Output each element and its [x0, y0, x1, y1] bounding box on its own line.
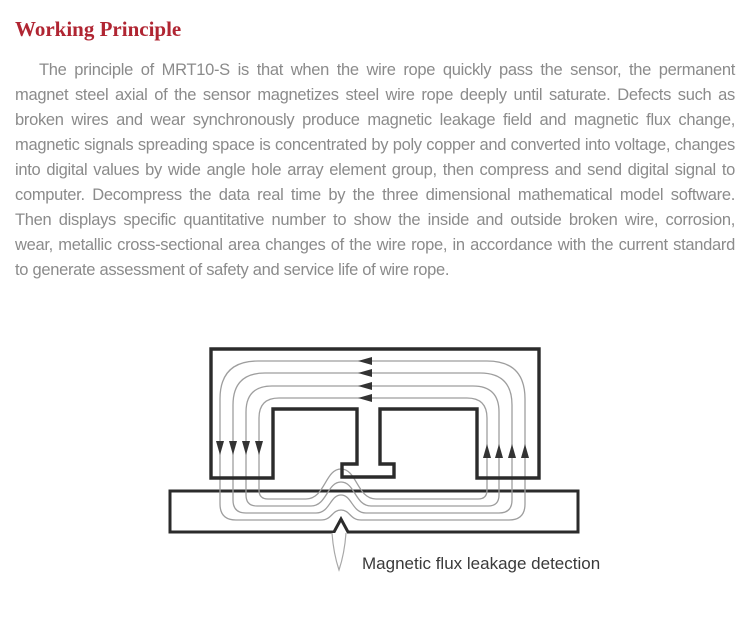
flux-arrow-down-icon — [242, 441, 250, 455]
flux-arrow-up-icon — [483, 444, 491, 458]
flux-loop — [259, 398, 487, 499]
flux-arrow-up-icon — [521, 444, 529, 458]
flux-arrow-down-icon — [255, 441, 263, 455]
flux-arrow-down-icon — [229, 441, 237, 455]
flux-arrow-up-icon — [508, 444, 516, 458]
flux-arrow-left-icon — [358, 382, 372, 390]
flux-leakage-diagram — [0, 16, 750, 625]
leakage-needle — [332, 533, 346, 570]
diagram-caption: Magnetic flux leakage detection — [362, 554, 601, 573]
flux-arrow-left-icon — [358, 394, 372, 402]
flux-arrow-down-icon — [216, 441, 224, 455]
wire-rope — [170, 491, 578, 532]
flux-arrow-left-icon — [358, 357, 372, 365]
body-paragraph: The principle of MRT10-S is that when the wire rope quickly pass the sensor, the permanent magnet steel axial of the sensor magnetizes steel wire rope deeply until saturate. Defects such as broken wires and wear synchronously produce magnetic leakage field and magnetic flux change, magnetic signals spreading space is concentrated by poly copper and converted into voltage, changes into digital values by wide angle hole array element group, then compress and send digital signal to computer. Decompress the data real time by the three dimensional mathematical model software. Then displays specific quantitative number to show the inside and outside broken wire, corrosion, wear, metallic cross-sectional area changes of the wire rope, in accordance with the current standard to generate assessment of safety and service life of wire rope. — [15, 61, 735, 279]
flux-loop — [246, 386, 499, 506]
flux-direction-arrows — [216, 357, 529, 458]
magnetizer-yoke-sensor — [211, 349, 539, 478]
document-page — [0, 16, 750, 625]
flux-arrow-left-icon — [358, 369, 372, 377]
diagram-canvas — [0, 16, 750, 625]
page-title: Working Principle — [15, 17, 182, 41]
flux-arrow-up-icon — [495, 444, 503, 458]
